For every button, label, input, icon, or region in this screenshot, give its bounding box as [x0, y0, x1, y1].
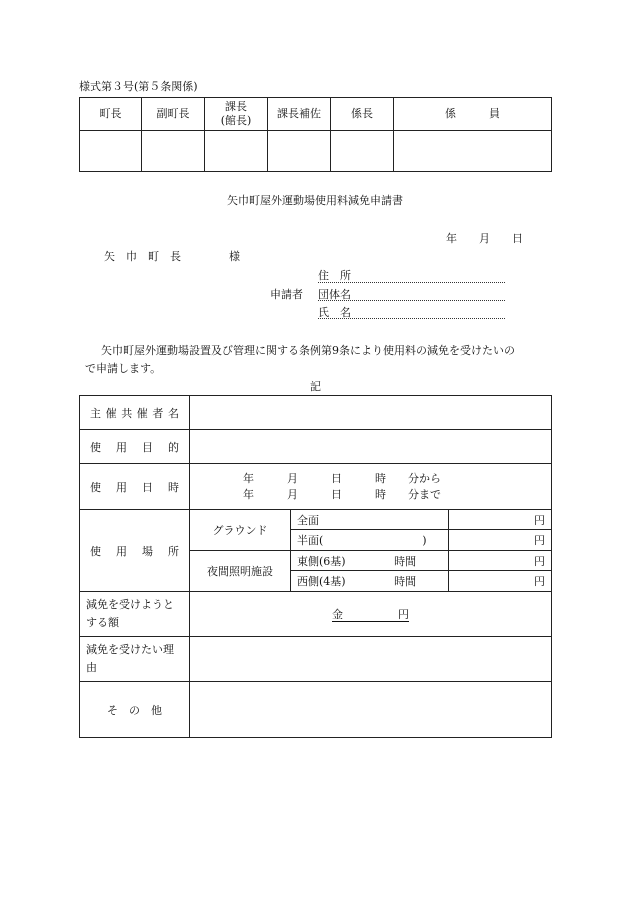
organizer-label: 主催共催者名	[80, 396, 190, 430]
exemption-reason-input[interactable]	[190, 637, 552, 682]
exemption-amount-label: 減免を受けようとする額	[80, 592, 190, 637]
datetime-label: 使用日時	[80, 464, 190, 510]
other-input[interactable]	[190, 682, 552, 738]
ki-marker: 記	[310, 380, 321, 393]
group-name-field[interactable]	[318, 300, 505, 301]
addressee-honorific: 様	[229, 250, 240, 263]
approval-header-director-label: (館長)	[220, 114, 252, 127]
name-field[interactable]	[318, 318, 505, 319]
form-number: 様式第３号(第５条関係)	[79, 80, 198, 93]
purpose-input[interactable]	[190, 430, 552, 464]
exemption-reason-label: 減免を受けたい理由	[80, 637, 190, 682]
ground-label: グラウンド	[190, 510, 291, 551]
approval-stamp-cell[interactable]	[205, 131, 268, 172]
east-lighting-fee[interactable]: 円	[449, 551, 552, 571]
night-lighting-label: 夜間照明施設	[190, 551, 291, 592]
approval-header-section-chief	[205, 98, 268, 131]
approval-header-subsection-chief: 係長	[331, 98, 394, 131]
datetime-to: 年 月 日 時 分まで	[243, 487, 441, 501]
east-lighting-label: 東側(6基)	[297, 554, 346, 568]
approval-header-staff: 係 員	[394, 98, 552, 131]
approval-stamp-cell[interactable]	[268, 131, 331, 172]
approval-stamp-cell[interactable]	[331, 131, 394, 172]
body-text-line-2: で申請します。	[85, 362, 162, 375]
east-hours-label: 時間	[394, 554, 417, 568]
approval-header-assistant-chief: 課長補佐	[268, 98, 331, 131]
exemption-amount-input[interactable]	[190, 592, 552, 637]
applicant-label: 申請者	[270, 288, 303, 301]
west-lighting-fee[interactable]: 円	[449, 571, 552, 592]
half-area-label[interactable]: 半面( )	[291, 530, 449, 551]
approval-stamp-cell[interactable]	[394, 131, 552, 172]
document-title: 矢巾町屋外運動場使用料減免申請書	[227, 194, 403, 207]
other-label: そ の 他	[80, 682, 190, 738]
application-form-table	[79, 395, 552, 738]
addressee-name: 矢 巾 町 長	[104, 250, 181, 263]
body-text-line-1: 矢巾町屋外運動場設置及び管理に関する条例第9条により使用料の減免を受けたいの	[101, 344, 515, 357]
half-area-fee[interactable]: 円	[449, 530, 552, 551]
approval-header-deputy-mayor: 副町長	[142, 98, 205, 131]
east-lighting[interactable]	[291, 551, 449, 571]
west-hours-label: 時間	[394, 575, 417, 588]
full-area-label[interactable]: 全面	[291, 510, 449, 530]
approval-header-mayor: 町長	[80, 98, 142, 131]
datetime-from: 年 月 日 時 分から	[243, 471, 441, 485]
purpose-label: 使用目的	[80, 430, 190, 464]
place-label: 使用場所	[80, 510, 190, 592]
exemption-amount-value: 金 円	[332, 608, 409, 621]
datetime-input[interactable]	[190, 464, 552, 510]
full-area-fee[interactable]: 円	[449, 510, 552, 530]
address-field[interactable]	[318, 282, 505, 283]
west-lighting[interactable]	[291, 571, 449, 592]
approval-stamp-cell[interactable]	[80, 131, 142, 172]
date-line: 年 月 日	[446, 232, 523, 245]
name-label: 氏 名	[318, 306, 351, 319]
west-lighting-label: 西側(4基)	[297, 575, 346, 588]
address-label: 住 所	[318, 269, 351, 282]
approval-stamp-cell[interactable]	[142, 131, 205, 172]
organizer-input[interactable]	[190, 396, 552, 430]
group-name-label: 団体名	[318, 288, 351, 301]
approval-header-section-chief-label: 課長	[225, 100, 247, 114]
approval-table	[79, 97, 552, 172]
